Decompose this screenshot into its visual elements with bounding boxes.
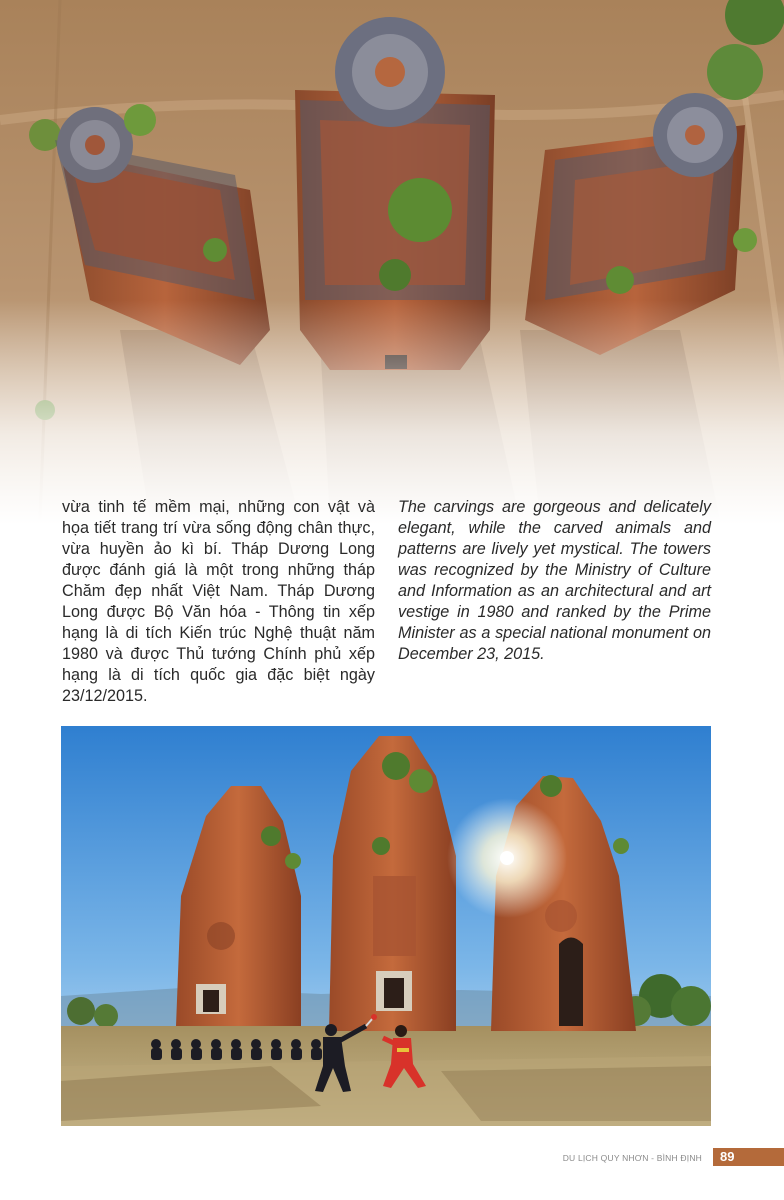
towers-martial-arts-photo	[61, 726, 711, 1126]
english-text-column: The carvings are gorgeous and delicately elegant, while the carved animals and patterns are lively yet mystical. The towers was recognized by the Ministry of Culture and Information as an architectural and art vestige in 1980 and ranked by the Prime Minister as a special national monument on December 23, 2015.	[398, 498, 711, 663]
aerial-tower-photo	[0, 0, 784, 525]
page-number: 89	[720, 1149, 735, 1164]
publication-name: DU LỊCH QUY NHƠN - BÌNH ĐỊNH	[562, 1153, 702, 1163]
vietnamese-text-column: vừa tinh tế mềm mại, những con vật và họa tiết trang trí vừa sống động chân thực, vừa huyền ảo kì bí. Tháp Dương Long được đánh giá là một trong những tháp Chăm đẹp nhất Việt Nam. Tháp Dương Long được Bộ Văn hóa - Thông tin xếp hạng là di tích Kiến trúc Nghệ thuật năm 1980 và được Thủ tướng Chính phủ xếp hạng là di tích quốc gia đặc biệt ngày 23/12/2015.	[62, 498, 375, 705]
